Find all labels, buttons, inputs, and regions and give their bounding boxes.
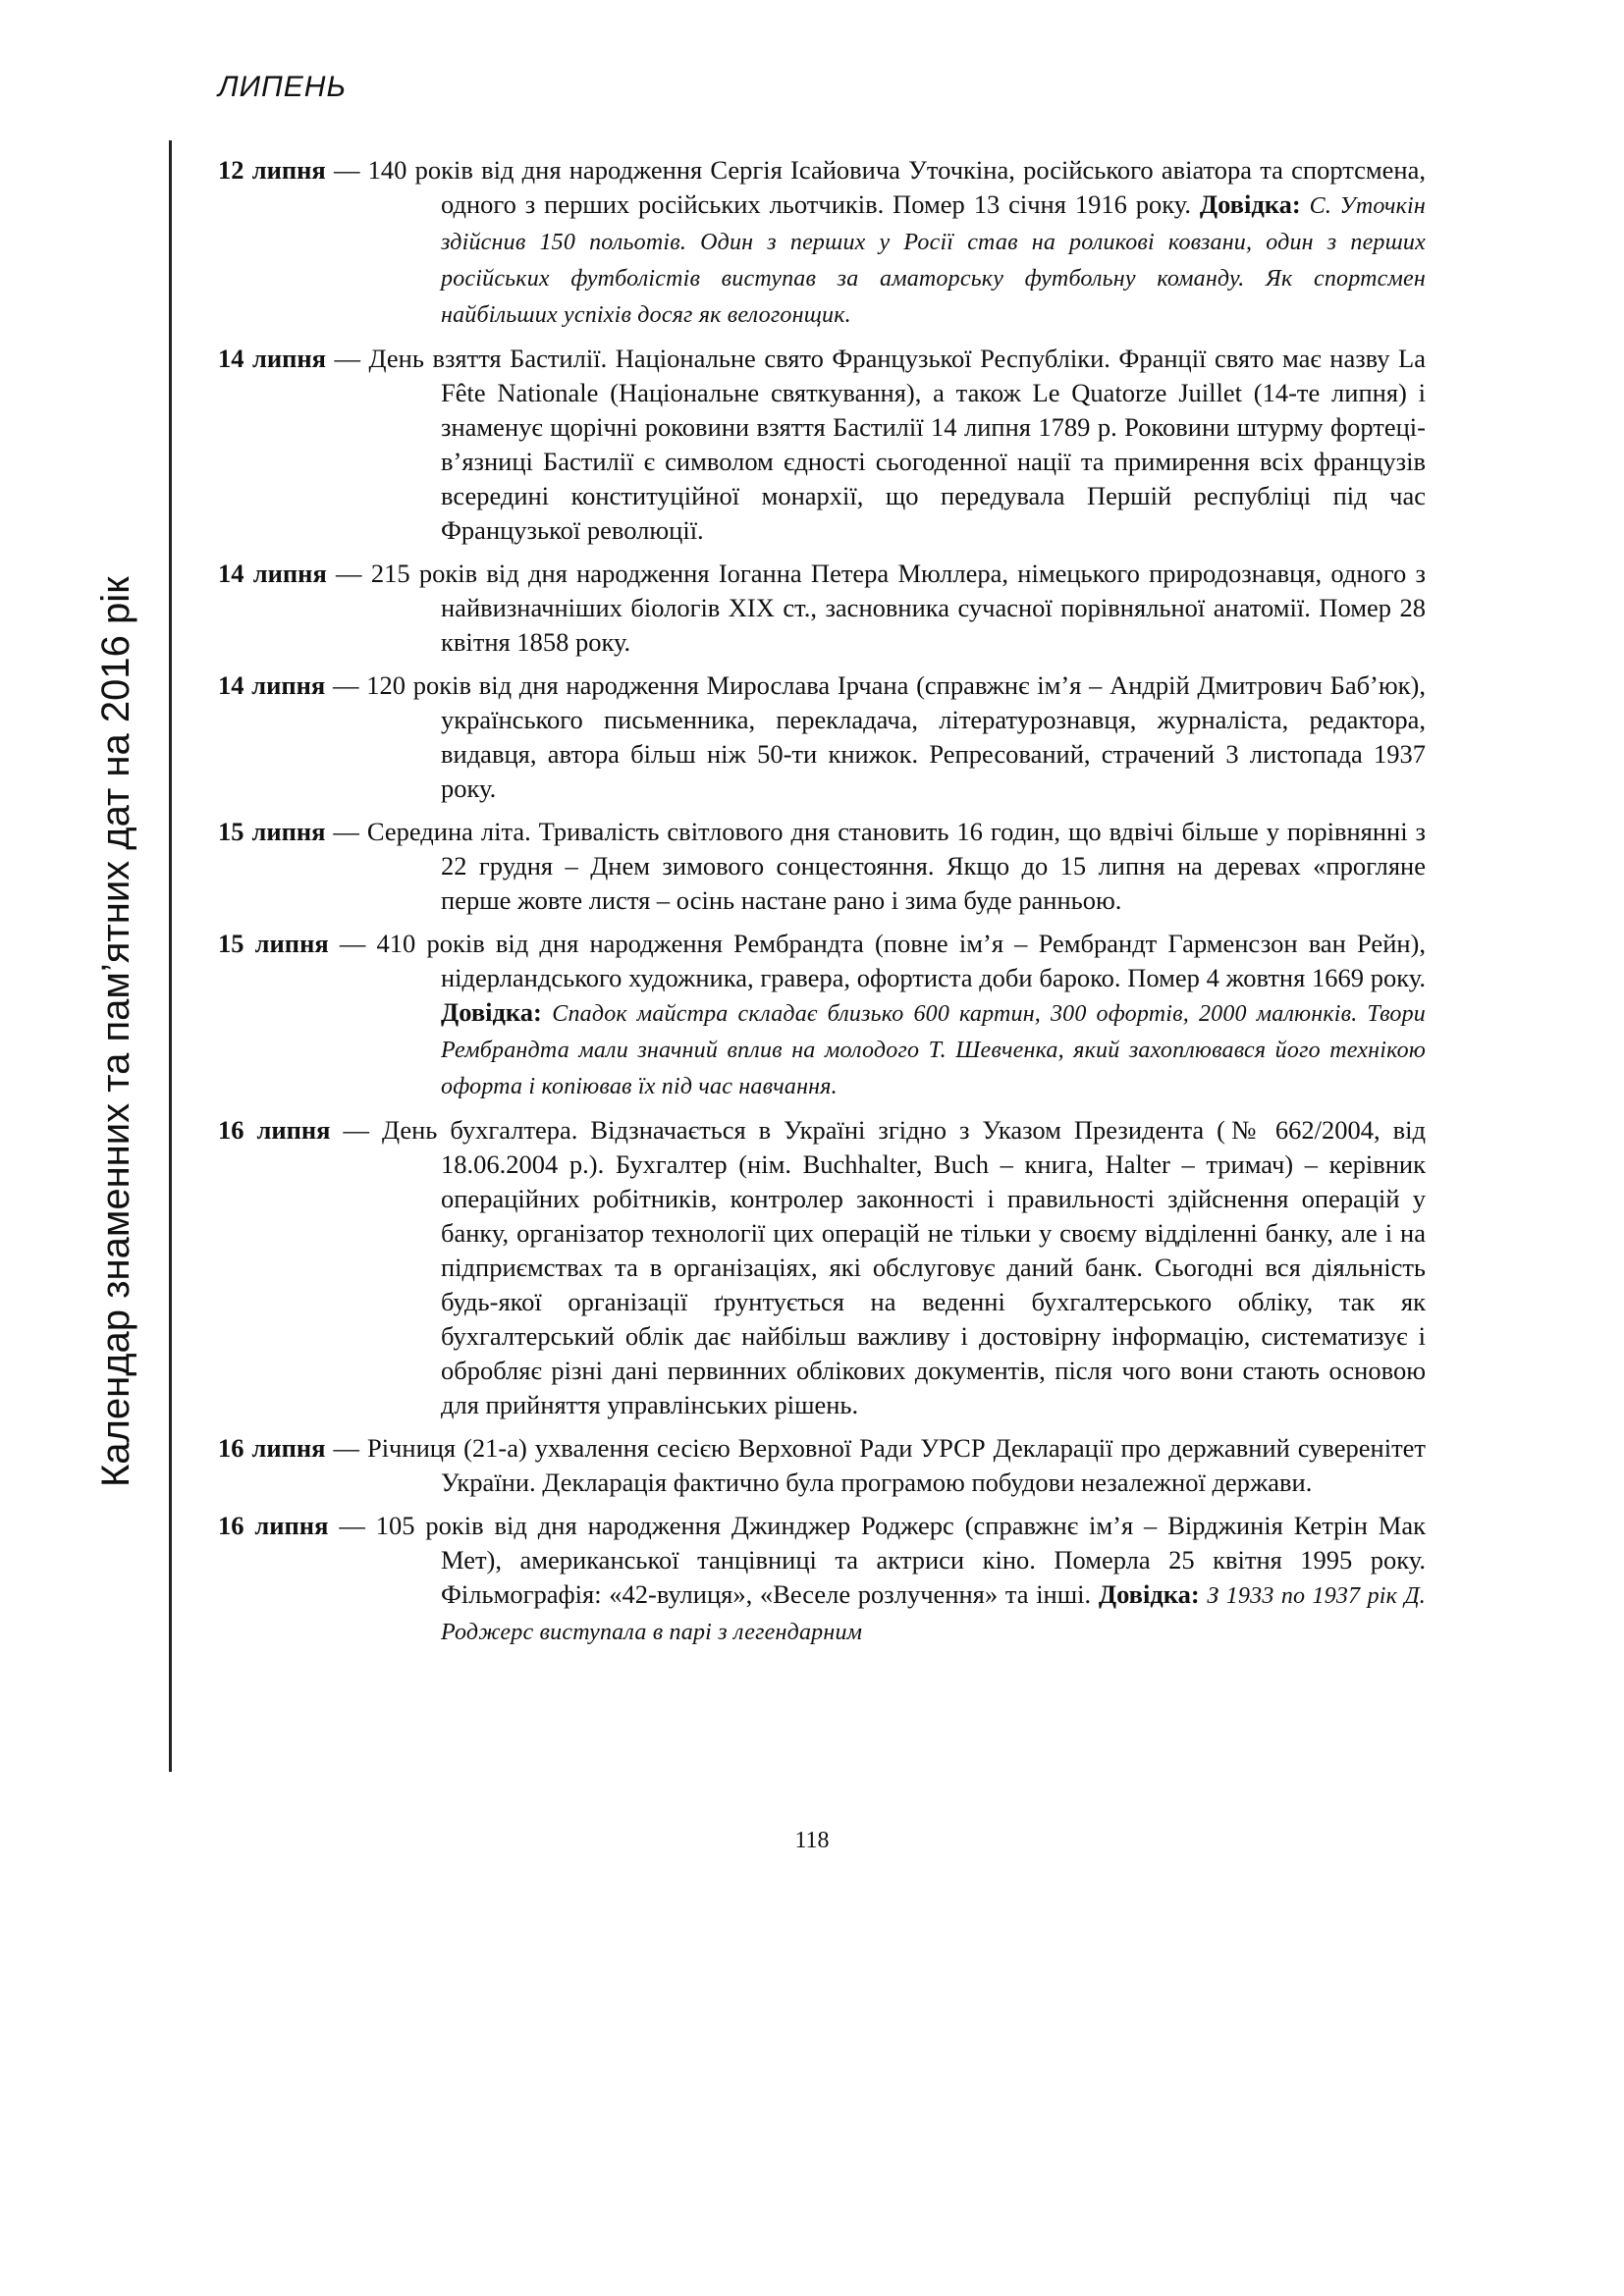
entry-note: З 1933 по 1937 рік Д. Роджерс виступала в парі з легендарним: [441, 1583, 1427, 1645]
entry-text: 105 років від дня народження Джинджер Роджерс (справжнє ім’я – Вірджинія Кетрін Мак Мет), американської танцівниці та актриси кіно. Померла 25 квітня 1995 року. Фільмографія: «42-вулиця», «Веселе розлучення» та інші.: [375, 1511, 1426, 1609]
side-title: Календар знаменних та пам’ятних дат на 2016 рік: [94, 576, 137, 1487]
page-number: 118: [794, 1828, 830, 1853]
entry-note: С. Уточкін здійснив 150 польотів. Один з перших у Росії став на роликові ковзани, один з перших російських футболістів виступав за аматорську футбольну команду. Як спортсмен найбільших успіхів досяг як велогонщик.: [441, 193, 1426, 328]
calendar-entry: 15 липня — Середина літа. Тривалість світлового дня становить 16 годин, що вдвічі більше у порівнянні з 22 грудня – Днем зимового сонцестояння. Якщо до 15 липня на деревах «прогляне перше жовте листя – осінь настане рано і зима буде ранньою.: [218, 817, 1426, 915]
calendar-entry: 16 липня — Річниця (21-а) ухвалення сесією Верховної Ради УРСР Декларації про державний суверенітет України. Декларація фактично була програмою побудови незалежної держави.: [218, 1433, 1427, 1497]
entry-text: 120 років від дня народження Мирослава Ірчана (справжнє ім’я – Андрій Дмитрович Баб’юк), українського письменника, перекладача, літературознавця, журналіста, редактора, видавця, автора більш ніж 50-ти книжок. Репресований, страчений 3 листопада 1937 року.: [366, 670, 1427, 803]
entry-text: 410 років від дня народження Рембрандта (повне ім’я – Рембрандт Гарменсзон ван Рейн), нідерландського художника, гравера, офортиста доби бароко. Помер 4 жовтня 1669 року.: [376, 929, 1427, 992]
calendar-entry: 12 липня — 140 років від дня народження Сергія Ісайовича Уточкіна, російського авіатора та спортсмена, одного з перших російських льотчиків. Помер 13 січня 1916 року. Довідка: С. Уточкін здійснив 150 польотів. Один з перших у Росії став на роликові ковзани, один з перших російських футболістів виступав за аматорську футбольну команду. Як спортсмен найбільших успіхів досяг як велогонщик.: [218, 155, 1426, 328]
entry-date: 12 липня: [218, 155, 326, 185]
entry-date: 15 липня: [218, 817, 326, 846]
entry-date: 14 липня: [218, 344, 327, 373]
section-heading: ЛИПЕНЬ: [218, 71, 347, 103]
entry-date: 15 липня: [218, 929, 329, 958]
entry-note-label: Довідка:: [1199, 189, 1301, 219]
side-rule: [169, 140, 172, 1772]
calendar-entry: 16 липня — День бухгалтера. Відзначається в Україні згідно з Указом Президента (№ 662/2004, від 18.06.2004 р.). Бухгалтер (нім. Buchhalter, Buch – книга, Halter – тримач) – керівник операційних робітників, контролер законності і правильності здійснення операцій у банку, організатор технології цих операцій не тільки у своєму відділенні банку, але і на підприємствах та в організаціях, які обслуговує даний банк. Сьогодні вся діяльність будь-якої організації ґрунтується на веденні бухгалтерського обліку, так як бухгалтерський облік дає найбільш важливу і достовірну інформацію, систематизує і обробляє різні дані первинних облікових документів, після чого вони стають основою для прийняття управлінських рішень.: [218, 1115, 1426, 1419]
entry-note-label: Довідка:: [1098, 1579, 1200, 1609]
entry-text: День бухгалтера. Відзначається в Україні згідно з Указом Президента (№ 662/2004, від 18.06.2004 р.). Бухгалтер (нім. Buchhalter, Buch – книга, Halter – тримач) – керівник операційних робітників, контролер законності і правильності здійснення операцій у банку, організатор технології цих операцій не тільки у своєму відділенні банку, але і на підприємствах та в організаціях, які обслуговує даний банк. Сьогодні вся діяльність будь-якої організації ґрунтується на веденні бухгалтерського обліку, так як бухгалтерський облік дає найбільш важливу і достовірну інформацію, систематизує і обробляє різні дані первинних облікових документів, після чого вони стають основою для прийняття управлінських рішень.: [381, 1115, 1426, 1419]
calendar-entry: 14 липня — 120 років від дня народження Мирослава Ірчана (справжнє ім’я – Андрій Дмитрович Баб’юк), українського письменника, перекладача, літературознавця, журналіста, редактора, видавця, автора більш ніж 50-ти книжок. Репресований, страчений 3 листопада 1937 року.: [218, 670, 1427, 803]
entry-text: Середина літа. Тривалість світлового дня становить 16 годин, що вдвічі більше у порівнянні з 22 грудня – Днем зимового сонцестояння. Якщо до 15 липня на деревах «прогляне перше жовте листя – осінь настане рано і зима буде ранньою.: [366, 817, 1426, 915]
calendar-entry: 16 липня — 105 років від дня народження Джинджер Роджерс (справжнє ім’я – Вірджинія Кетрін Мак Мет), американської танцівниці та актриси кіно. Померла 25 квітня 1995 року. Фільмографія: «42-вулиця», «Веселе розлучення» та інші. Довідка: З 1933 по 1937 рік Д. Роджерс виступала в парі з легендарним: [218, 1511, 1427, 1645]
entry-text: 140 років від дня народження Сергія Ісайовича Уточкіна, російського авіатора та спортсмена, одного з перших російських льотчиків. Помер 13 січня 1916 року.: [367, 155, 1426, 219]
entry-note: Спадок майстра складає близько 600 картин, 300 офортів, 2000 малюнків. Твори Рембрандта мали значний вплив на молодого Т. Шевченка, який захоплювався його технікою офорта і копіював їх під час навчання.: [441, 1001, 1427, 1099]
calendar-entries: [218, 153, 1426, 1659]
entry-date: 16 липня: [218, 1433, 326, 1463]
entry-date: 16 липня: [218, 1511, 329, 1540]
entry-date: 14 липня: [218, 559, 327, 588]
entry-text: Річниця (21-а) ухвалення сесією Верховної Ради УРСР Декларації про державний суверенітет України. Декларація фактично була програмою побудови незалежної держави.: [366, 1433, 1427, 1497]
entry-date: 14 липня: [218, 670, 326, 700]
calendar-entry: 14 липня — День взяття Бастилії. Національне свято Французької Республіки. Франції свято має назву La Fête Nationale (Національне святкування), а також Le Quatorze Juillet (14-те липня) і знаменує щорічні роковини взяття Бастилії 14 липня 1789 р. Роковини штурму фортеці-в’язниці Бастилії є символом єдності сьогоденної нації та примирення всіх французів всередині конституційної монархії, що передувала Першій республіці під час Французької революції.: [218, 344, 1426, 545]
calendar-entry: 14 липня — 215 років від дня народження Іоганна Петера Мюллера, німецького природознавця, одного з найвизначніших біологів XIX ст., засновника сучасної порівняльної анатомії. Помер 28 квітня 1858 року.: [218, 559, 1426, 657]
calendar-entry: 15 липня — 410 років від дня народження Рембрандта (повне ім’я – Рембрандт Гарменсзон ван Рейн), нідерландського художника, гравера, офортиста доби бароко. Помер 4 жовтня 1669 року. Довідка: Спадок майстра складає близько 600 картин, 300 офортів, 2000 малюнків. Твори Рембрандта мали значний вплив на молодого Т. Шевченка, який захоплювався його технікою офорта і копіював їх під час навчання.: [218, 929, 1427, 1099]
entry-date: 16 липня: [218, 1115, 331, 1145]
entry-note-label: Довідка:: [441, 997, 542, 1027]
entry-text: День взяття Бастилії. Національне свято Французької Республіки. Франції свято має назву La Fête Nationale (Національне святкування), а також Le Quatorze Juillet (14-те липня) і знаменує щорічні роковини взяття Бастилії 14 липня 1789 р. Роковини штурму фортеці-в’язниці Бастилії є символом єдності сьогоденної нації та примирення всіх французів всередині конституційної монархії, що передувала Першій республіці під час Французької революції.: [368, 344, 1426, 545]
entry-text: 215 років від дня народження Іоганна Петера Мюллера, німецького природознавця, одного з найвизначніших біологів XIX ст., засновника сучасної порівняльної анатомії. Помер 28 квітня 1858 року.: [370, 559, 1426, 657]
